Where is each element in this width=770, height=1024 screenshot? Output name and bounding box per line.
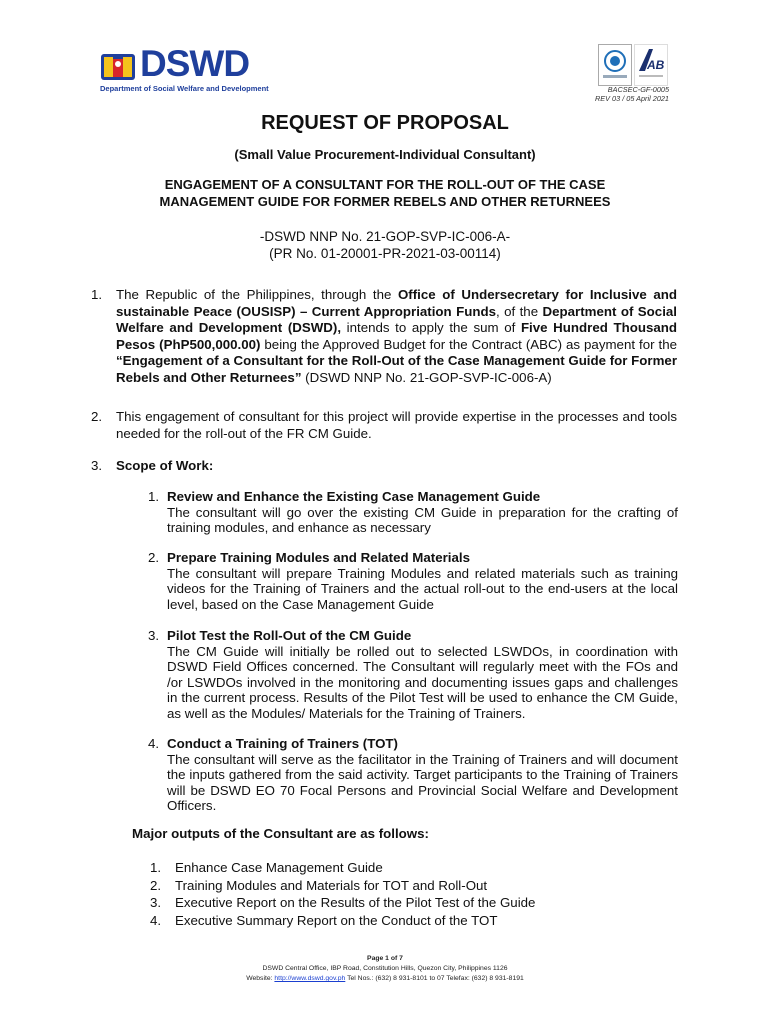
form-code-id: BACSEC-GF-0005 (607, 85, 669, 94)
list-item-text: Enhance Case Management Guide (175, 860, 383, 875)
bold-run: Department of Social Welfare and Development (DSWD), (116, 303, 677, 336)
paragraph-number: 1. (91, 287, 103, 302)
scope-item-heading: Pilot Test the Roll-Out of the CM Guide (167, 628, 412, 643)
list-item-number: 2. (150, 877, 162, 893)
scope-item-heading: Conduct a Training of Trainers (TOT) (167, 736, 398, 751)
dswd-logo (100, 43, 269, 94)
list-item-number: 1. (150, 860, 162, 875)
scope-item-body: The consultant will serve as the facilitator in the Training of Trainers and will document the inputs gathered from the said activity. Target participants to the Training of Trainers will be DSWD EO 70 Focal Persons and Provincial Social Welfare and Development Officers. (167, 751, 678, 814)
scope-item-body: The consultant will prepare Training Modules and related materials such as training videos for the Training of Trainers and the actual roll-out to the end-users at the local level, based on the Case Management Guide (167, 565, 678, 612)
reference-numbers (0, 228, 770, 262)
text-run: , of the (495, 303, 543, 319)
ref-number: -DSWD NNP No. 21-GOP-SVP-IC-006-A- (259, 229, 511, 244)
footer-address: DSWD Central Office, IBP Road, Constitution Hills, Quezon City, Philippines 1126 (262, 965, 508, 972)
website-label: Website: (246, 975, 275, 982)
paragraph-2 (91, 409, 677, 442)
paragraph-body (116, 287, 677, 387)
logo-text: DSWD (140, 43, 250, 84)
page-footer (0, 954, 770, 984)
bold-run: Office of Undersecretary for Inclusive and sustainable Peace (OUSISP) – Current Appropriation Funds (116, 287, 677, 319)
scope-item-2 (148, 550, 678, 612)
scope-item-number: 4. (148, 736, 160, 751)
text-run: The Republic of the Philippines, through the (116, 287, 398, 302)
scope-item-4 (148, 736, 678, 814)
page-number: Page 1 of 7 (367, 955, 403, 962)
socotec-badge-icon (598, 44, 632, 86)
scope-item-3 (148, 628, 678, 722)
page-subtitle: (Small Value Procurement-Individual Consultant) (234, 147, 536, 162)
scope-item-number: 3. (148, 628, 160, 643)
list-item-text: Training Modules and Materials for TOT and Roll-Out (175, 877, 488, 893)
pr-number: (PR No. 01-20001-PR-2021-03-00114) (269, 246, 501, 261)
footer-contact (0, 974, 770, 984)
dswd-emblem-icon (100, 51, 136, 81)
list-item-number: 3. (150, 895, 162, 910)
text-run: (DSWD NNP No. 21-GOP-SVP-IC-006-A) (301, 369, 552, 385)
page-title: REQUEST OF PROPOSAL (261, 112, 509, 134)
logo-subtitle: Department of Social Welfare and Development (100, 84, 269, 93)
paragraph-body: This engagement of consultant for this project will provide expertise in the processes and tools needed for the roll-out of the FR CM Guide. (116, 409, 677, 441)
form-code-rev: REV 03 / 05 April 2021 (595, 94, 669, 103)
scope-item-heading: Prepare Training Modules and Related Materials (167, 550, 470, 565)
form-code (595, 85, 669, 103)
scope-item-body: The consultant will go over the existing CM Guide in preparation for the crafting of training modules, and enhance as necessary (167, 504, 678, 536)
scope-heading: Scope of Work: (116, 458, 214, 473)
contact-numbers: Tel Nos.: (632) 8 931-8101 to 07 Telefax: (632) 8 931-8191 (345, 975, 524, 982)
svg-text:AB: AB (647, 58, 665, 72)
scope-item-1 (148, 489, 678, 536)
engagement-title: ENGAGEMENT OF A CONSULTANT FOR THE ROLL-OUT OF THE CASE MANAGEMENT GUIDE FOR FORMER REBELS AND OTHER RETURNEES (159, 177, 611, 209)
text-run: intends to apply the sum of (341, 320, 521, 336)
list-item-number: 4. (150, 912, 162, 928)
bold-run: Five Hundred Thousand Pesos (PhP500,000.00) (116, 320, 678, 352)
bold-run: “Engagement of a Consultant for the Roll-Out of the Case Management Guide for Former Rebels and Other Returnees” (116, 353, 677, 385)
list-item-text: Executive Report on the Results of the Pilot Test of the Guide (175, 895, 536, 910)
major-outputs-heading: Major outputs of the Consultant are as follows: (132, 826, 429, 841)
text-run: being the Approved Budget for the Contract (ABC) as payment for the (260, 336, 677, 352)
scope-item-heading: Review and Enhance the Existing Case Management Guide (167, 489, 541, 504)
paragraph-number: 2. (91, 409, 103, 424)
scope-item-body: The CM Guide will initially be rolled out to selected LSWDOs, in coordination with DSWD Field Offices concerned. The Consultant will regularly meet with the FOs and /or LSWDOs involved in the monitoring and documenting issues gaps and challenges in the current process. Results of the Pilot Test will be used to enhance the CM Guide, as well as the Modules/ Materials for the Training of Trainers. (167, 643, 678, 721)
scope-item-number: 1. (148, 489, 160, 504)
paragraph-1 (91, 287, 677, 387)
paragraph-number: 3. (91, 458, 103, 473)
website-link[interactable]: http://www.dswd.gov.ph (274, 975, 346, 982)
pab-badge-icon (634, 44, 668, 86)
certification-badges (598, 44, 668, 84)
scope-item-number: 2. (148, 550, 160, 565)
list-item-text: Executive Summary Report on the Conduct of the TOT (175, 912, 498, 928)
